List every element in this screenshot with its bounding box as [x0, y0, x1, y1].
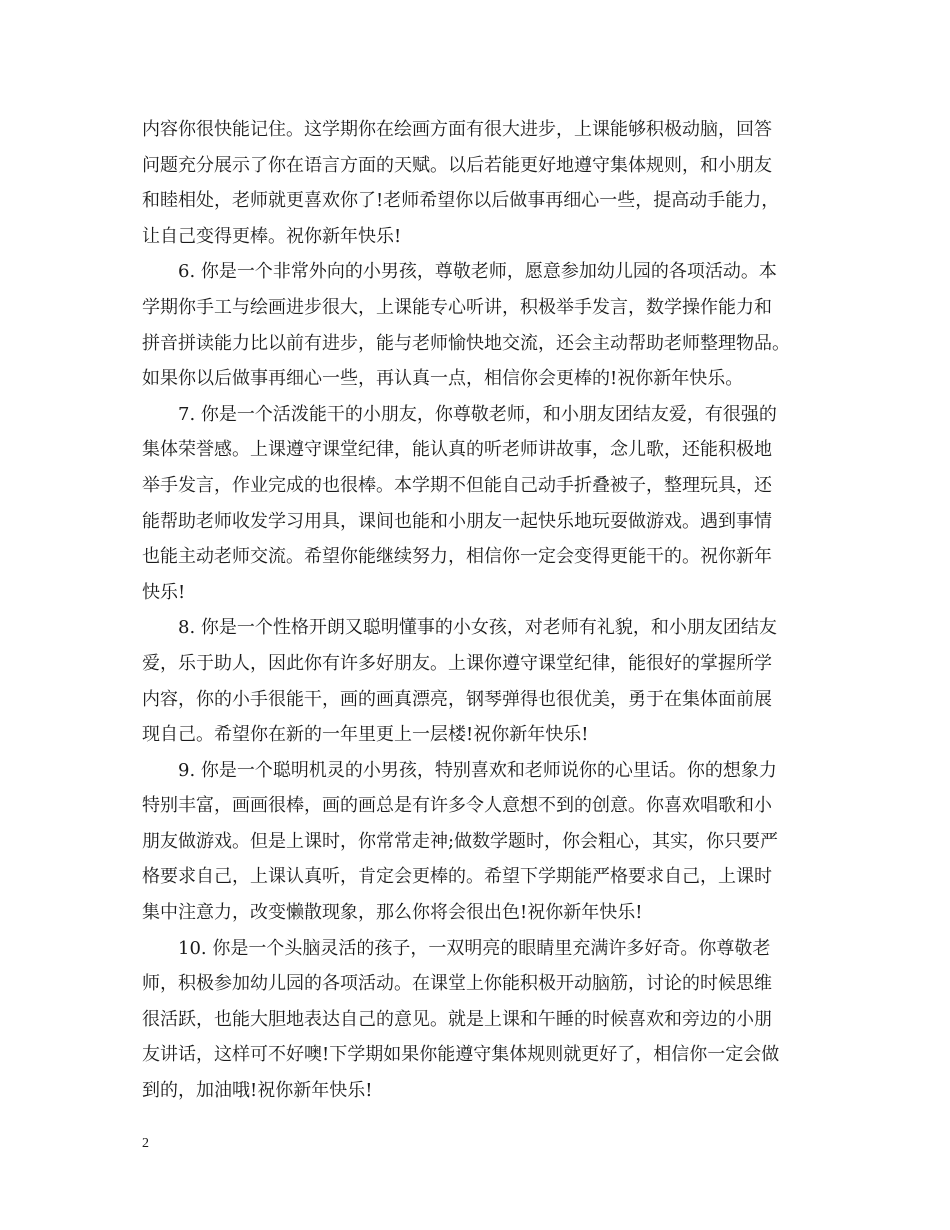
- text-line: 集体荣誉感。上课遵守课堂纪律，能认真的听老师讲故事，念儿歌，还能积极地: [142, 439, 772, 461]
- text-line: 友讲话，这样可不好噢!下学期如果你能遵守集体规则就更好了，相信你一定会做: [142, 1044, 780, 1066]
- text-line: 朋友做游戏。但是上课时，你常常走神;做数学题时，你会粗心，其实，你只要严: [142, 830, 779, 852]
- text-line: 也能主动老师交流。希望你能继续努力，相信你一定会变得更能干的。祝你新年: [142, 546, 772, 568]
- text-line: 现自己。希望你在新的一年里更上一层楼!祝你新年快乐!: [142, 724, 589, 746]
- text-line: 问题充分展示了你在语言方面的天赋。以后若能更好地遵守集体规则，和小朋友: [142, 154, 772, 176]
- text-line: 学期你手工与绘画进步很大，上课能专心听讲，积极举手发言，数学操作能力和: [142, 296, 772, 318]
- text-line: 如果你以后做事再细心一些，再认真一点，相信你会更棒的!祝你新年快乐。: [142, 368, 744, 390]
- text-line: 举手发言，作业完成的也很棒。本学期不但能自己动手折叠被子，整理玩具，还: [142, 474, 772, 496]
- text-line: 很活跃，也能大胆地表达自己的意见。就是上课和午睡的时候喜欢和旁边的小朋: [142, 1008, 772, 1030]
- paragraph-7-start: 7. 你是一个活泼能干的小朋友，你尊敬老师，和小朋友团结友爱，有很强的: [142, 403, 777, 425]
- text-line: 和睦相处，老师就更喜欢你了!老师希望你以后做事再细心一些，提高动手能力，: [142, 190, 780, 212]
- text-line: 让自己变得更棒。祝你新年快乐!: [142, 225, 402, 247]
- text-line: 特别丰富，画画很棒，画的画总是有许多令人意想不到的创意。你喜欢唱歌和小: [142, 795, 772, 817]
- text-line: 内容你很快能记住。这学期你在绘画方面有很大进步，上课能够积极动脑，回答: [142, 119, 772, 140]
- text-line: 内容，你的小手很能干，画的画真漂亮，钢琴弹得也很优美，勇于在集体面前展: [142, 688, 772, 710]
- text-line: 能帮助老师收发学习用具，课间也能和小朋友一起快乐地玩耍做游戏。遇到事情: [142, 510, 772, 532]
- text-line: 师，积极参加幼儿园的各项活动。在课堂上你能积极开动脑筋，讨论的时候思维: [142, 973, 772, 995]
- page-number: 2: [142, 1136, 149, 1151]
- document-body: [142, 112, 822, 1109]
- text-line: 格要求自己，上课认真听，肯定会更棒的。希望下学期能严格要求自己，上课时: [142, 866, 772, 888]
- paragraph-9-start: 9. 你是一个聪明机灵的小男孩，特别喜欢和老师说你的心里话。你的想象力: [142, 759, 777, 781]
- paragraph-10-start: 10. 你是一个头脑灵活的孩子，一双明亮的眼睛里充满许多好奇。你尊敬老: [142, 937, 771, 959]
- text-line: 集中注意力，改变懒散现象，那么你将会很出色!祝你新年快乐!: [142, 902, 643, 924]
- paragraph-8-start: 8. 你是一个性格开朗又聪明懂事的小女孩，对老师有礼貌，和小朋友团结友: [142, 617, 777, 639]
- paragraph-6-start: 6. 你是一个非常外向的小男孩，尊敬老师，愿意参加幼儿园的各项活动。本: [142, 261, 777, 283]
- text-line: 到的，加油哦!祝你新年快乐!: [142, 1080, 373, 1102]
- text-line: 快乐!: [142, 581, 186, 603]
- text-line: 拼音拼读能力比以前有进步，能与老师愉快地交流，还会主动帮助老师整理物品。: [142, 332, 790, 354]
- text-line: 爱，乐于助人，因此你有许多好朋友。上课你遵守课堂纪律，能很好的掌握所学: [142, 652, 772, 674]
